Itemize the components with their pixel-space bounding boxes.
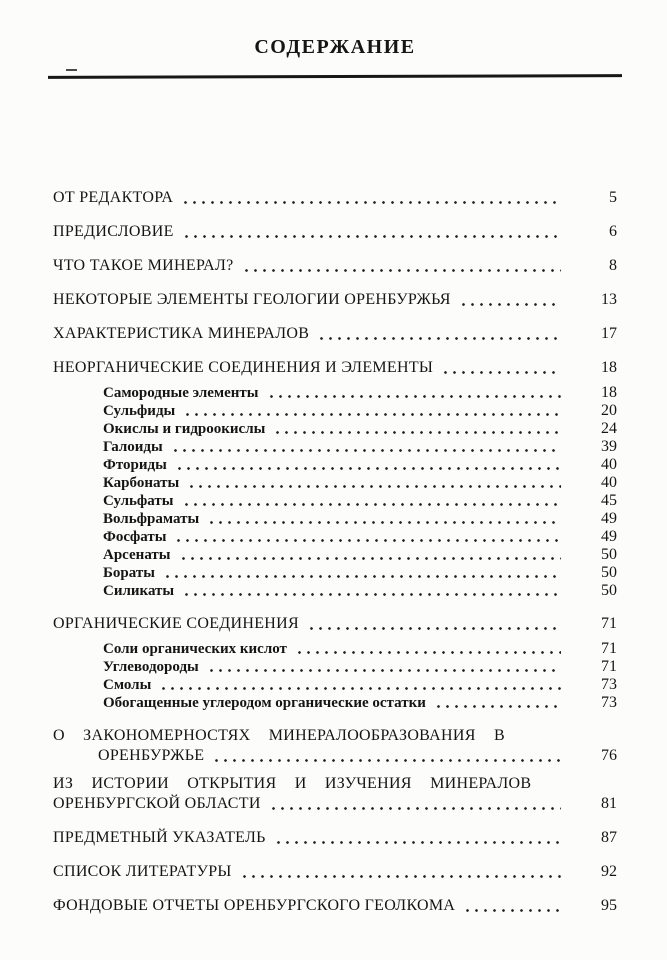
- toc-entry-page: 71: [601, 658, 617, 675]
- toc-entry-label: Арсенаты: [103, 547, 171, 563]
- toc-list: [53, 188, 617, 916]
- dot-leader: [171, 448, 561, 453]
- toc-entry: [53, 290, 617, 310]
- toc-entry-page: 40: [601, 474, 617, 491]
- dot-leader: [441, 370, 561, 375]
- toc-entry-label: НЕОРГАНИЧЕСКИЕ СОЕДИНЕНИЯ И ЭЛЕМЕНТЫ: [53, 359, 434, 376]
- toc-entry-page: 6: [609, 223, 617, 240]
- toc-entry: [53, 438, 617, 456]
- toc-entry: [53, 402, 617, 420]
- toc-entry-page: 73: [601, 676, 617, 693]
- toc-entry-row: [53, 828, 617, 848]
- dot-leader: [240, 874, 561, 879]
- dot-leader: [175, 466, 561, 471]
- toc-entry-row: [53, 896, 617, 916]
- toc-entry-row: [53, 492, 617, 510]
- toc-entry-label: НЕКОТОРЫЕ ЭЛЕМЕНТЫ ГЕОЛОГИИ ОРЕНБУРЖЬЯ: [53, 291, 451, 308]
- toc-entry-page: 49: [601, 510, 617, 527]
- toc-entry-page: 76: [601, 747, 617, 764]
- toc-entry-row: [53, 546, 617, 564]
- toc-entry-label: ОРЕНБУРГСКОЙ ОБЛАСТИ: [53, 795, 261, 812]
- toc-entry-label: Соли органических кислот: [103, 641, 287, 657]
- toc-entry-page: 8: [609, 257, 617, 274]
- dot-leader: [187, 484, 561, 489]
- toc-entry: [53, 510, 617, 528]
- dot-leader: [181, 200, 561, 205]
- dot-leader: [434, 704, 561, 709]
- toc-entry-label: Углеводороды: [103, 659, 199, 675]
- toc-entry-page: 87: [601, 829, 617, 846]
- toc-entry: [53, 222, 617, 242]
- toc-entry-page: 92: [601, 863, 617, 880]
- dot-leader: [269, 806, 561, 811]
- dot-leader: [179, 556, 561, 561]
- toc-entry-page: 45: [601, 492, 617, 509]
- toc-entry-page: 24: [601, 420, 617, 437]
- toc-entry: [53, 640, 617, 658]
- toc-entry-row: [53, 438, 617, 456]
- toc-entry-label: ОРЕНБУРЖЬЕ: [98, 747, 205, 764]
- toc-entry-label: Самородные элементы: [103, 385, 259, 401]
- toc-entry-page: 18: [601, 359, 617, 376]
- toc-entry-page: 50: [601, 582, 617, 599]
- dot-leader: [174, 538, 561, 543]
- page-title: СОДЕРЖАНИЕ: [254, 36, 416, 58]
- toc-entry-page: 17: [601, 325, 617, 342]
- toc-entry-row: [53, 324, 617, 344]
- toc-entry-row: [53, 614, 617, 634]
- toc-entry: [53, 614, 617, 634]
- toc-entry: [53, 492, 617, 510]
- dot-leader: [267, 394, 562, 399]
- toc-entry-label: Обогащенные углеродом органические остатки: [103, 695, 426, 711]
- toc-entry-row: [53, 746, 617, 766]
- toc-entry-page: 50: [601, 546, 617, 563]
- toc-entry: [53, 726, 617, 766]
- toc-entry-label: Сульфиды: [103, 403, 176, 419]
- toc-entry-row: [53, 290, 617, 310]
- toc-entry-row: [53, 474, 617, 492]
- toc-entry-label: Смолы: [103, 677, 152, 693]
- dot-leader: [163, 574, 561, 579]
- toc-entry-label: СПИСОК ЛИТЕРАТУРЫ: [53, 863, 232, 880]
- toc-entry-label: Фториды: [103, 457, 167, 473]
- dot-leader: [317, 336, 561, 341]
- toc-entry-row: [53, 564, 617, 582]
- toc-entry: [53, 564, 617, 582]
- toc-entry: [53, 456, 617, 474]
- toc-entry-label: Бораты: [103, 565, 155, 581]
- toc-entry: [53, 420, 617, 438]
- dot-leader: [207, 520, 561, 525]
- toc-entry-label: Галоиды: [103, 439, 163, 455]
- toc-entry-label: Вольфраматы: [103, 511, 200, 527]
- toc-entry-label: Карбонаты: [103, 475, 180, 491]
- dot-leader: [273, 430, 561, 435]
- toc-entry-continuation: ИЗ ИСТОРИИ ОТКРЫТИЯ И ИЗУЧЕНИЯ МИНЕРАЛОВ: [53, 775, 532, 792]
- toc-entry-label: Окислы и гидроокислы: [103, 421, 266, 437]
- toc-entry: [53, 676, 617, 694]
- toc-entry-continuation: О ЗАКОНОМЕРНОСТЯХ МИНЕРАЛООБРАЗОВАНИЯ В: [53, 727, 505, 744]
- toc-entry-row: [53, 222, 617, 242]
- title-rule: [48, 74, 622, 79]
- toc-entry-label: Сульфаты: [103, 493, 174, 509]
- toc-entry: [53, 658, 617, 676]
- toc-entry: [53, 896, 617, 916]
- toc-entry: [53, 694, 617, 712]
- dot-leader: [459, 302, 561, 307]
- toc-entry-page: 40: [601, 456, 617, 473]
- toc-entry-label: ПРЕДИСЛОВИЕ: [53, 223, 174, 240]
- dot-leader: [182, 502, 561, 507]
- toc-entry-row: [53, 256, 617, 276]
- toc-entry-label: ЧТО ТАКОЕ МИНЕРАЛ?: [53, 257, 234, 274]
- toc-entry: [53, 474, 617, 492]
- toc-entry-row: [53, 188, 617, 208]
- dot-leader: [295, 650, 561, 655]
- toc-entry-row: [53, 402, 617, 420]
- toc-entry: [53, 324, 617, 344]
- toc-entry-label: ОТ РЕДАКТОРА: [53, 189, 174, 206]
- toc-entry-label: ОРГАНИЧЕСКИЕ СОЕДИНЕНИЯ: [53, 615, 299, 632]
- toc-entry-row: [53, 456, 617, 474]
- toc-entry-row: [53, 384, 617, 402]
- toc-entry: [53, 256, 617, 276]
- toc-entry-page: 20: [601, 402, 617, 419]
- toc-entry-row: [53, 794, 617, 814]
- toc-entry: [53, 546, 617, 564]
- dot-leader: [182, 234, 561, 239]
- toc-entry-page: 13: [601, 291, 617, 308]
- dot-leader: [307, 626, 561, 631]
- toc-entry: [53, 828, 617, 848]
- toc-entry: [53, 384, 617, 402]
- toc-entry-row: [53, 658, 617, 676]
- toc-entry-label: ХАРАКТЕРИСТИКА МИНЕРАЛОВ: [53, 325, 310, 342]
- toc-entry-label: Силикаты: [103, 583, 175, 599]
- toc-entry-label: Фосфаты: [103, 529, 167, 545]
- toc-entry-row: [53, 582, 617, 600]
- dot-leader: [207, 668, 561, 673]
- dot-leader: [242, 268, 561, 273]
- toc-entry-row: [53, 694, 617, 712]
- toc-entry-row: [53, 528, 617, 546]
- toc-entry: [53, 774, 617, 814]
- toc-entry-page: 95: [601, 897, 617, 914]
- toc-entry-row: [53, 358, 617, 378]
- dot-leader: [159, 686, 561, 691]
- dot-leader: [463, 908, 561, 913]
- scan-artifact-dash: [66, 69, 77, 71]
- toc-entry-page: 5: [609, 189, 617, 206]
- dot-leader: [274, 840, 561, 845]
- toc-entry-row: [53, 420, 617, 438]
- toc-entry-row: [53, 510, 617, 528]
- toc-entry: [53, 862, 617, 882]
- toc-entry-row: [53, 862, 617, 882]
- toc-entry-row: [53, 640, 617, 658]
- toc-entry-row: [53, 676, 617, 694]
- toc-entry-page: 81: [601, 795, 617, 812]
- toc-entry-page: 71: [601, 640, 617, 657]
- toc-entry-label: ПРЕДМЕТНЫЙ УКАЗАТЕЛЬ: [53, 829, 266, 846]
- toc-entry-page: 71: [601, 615, 617, 632]
- toc-entry-page: 49: [601, 528, 617, 545]
- toc-entry-page: 73: [601, 694, 617, 711]
- toc-entry: [53, 358, 617, 378]
- toc-entry-page: 18: [601, 384, 617, 401]
- toc-entry: [53, 582, 617, 600]
- toc-entry-label: ФОНДОВЫЕ ОТЧЕТЫ ОРЕНБУРГСКОГО ГЕОЛКОМА: [53, 897, 456, 914]
- toc-entry-page: 50: [601, 564, 617, 581]
- dot-leader: [182, 592, 561, 597]
- toc-entry: [53, 528, 617, 546]
- dot-leader: [183, 412, 561, 417]
- dot-leader: [212, 758, 561, 763]
- toc-entry: [53, 188, 617, 208]
- toc-entry-page: 39: [601, 438, 617, 455]
